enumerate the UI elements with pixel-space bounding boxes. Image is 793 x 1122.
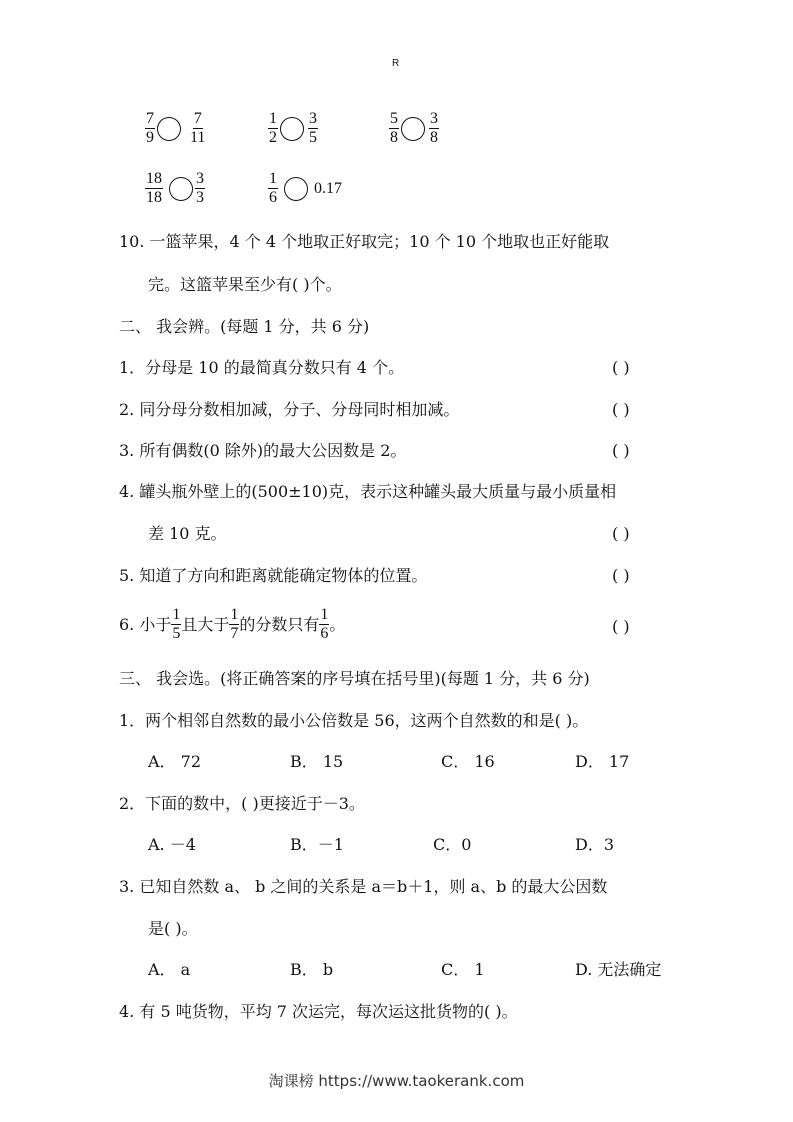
numerator: 18 <box>146 170 162 187</box>
option-d[interactable]: D． 17 <box>575 752 630 771</box>
choice-question-2: 2．下面的数中，( )更接近于－3。 <box>119 794 365 813</box>
compare-item <box>145 170 205 207</box>
choice-question-4: 4. 有 5 吨货物，平均 7 次运完，每次运这批货物的( )。 <box>119 1002 518 1021</box>
judge-item-5: 5. 知道了方向和距离就能确定物体的位置。 <box>119 566 428 585</box>
decimal-value: 0.17 <box>314 179 342 197</box>
denominator: 6 <box>269 189 277 206</box>
denominator: 2 <box>269 129 277 146</box>
option-c[interactable]: C． 16 <box>441 752 495 771</box>
judge-item-3: 3. 所有偶数(0 除外)的最大公因数是 2。 <box>119 441 407 460</box>
compare-circle[interactable] <box>157 117 181 141</box>
option-c[interactable]: C．0 <box>433 835 472 854</box>
numerator: 1 <box>320 606 329 623</box>
compare-item <box>268 170 342 207</box>
option-d[interactable]: D. 无法确定 <box>575 960 662 979</box>
denominator: 5 <box>309 129 317 146</box>
numerator: 3 <box>430 110 438 127</box>
option-c[interactable]: C． 1 <box>441 960 485 979</box>
numerator: 1 <box>230 606 239 623</box>
denominator: 8 <box>390 129 398 146</box>
answer-bracket[interactable]: ( ) <box>612 400 630 419</box>
compare-circle[interactable] <box>284 177 308 201</box>
numerator: 7 <box>146 110 154 127</box>
compare-item <box>389 110 439 147</box>
text-part: 且大于 <box>181 614 230 634</box>
numerator: 1 <box>269 170 277 187</box>
choice-question-3-cont: 是( )。 <box>148 919 198 938</box>
option-a[interactable]: A. －4 <box>148 835 196 854</box>
denominator: 8 <box>430 129 438 146</box>
denominator: 18 <box>146 189 162 206</box>
compare-circle[interactable] <box>280 117 304 141</box>
denominator: 11 <box>190 129 206 146</box>
text-part: 的分数只有 <box>239 614 320 634</box>
header-mark: R <box>392 58 400 69</box>
question-10-line2: 完。这篮苹果至少有( )个。 <box>148 275 342 294</box>
numerator: 7 <box>193 110 202 127</box>
denominator: 7 <box>230 625 239 642</box>
choice-question-1: 1．两个相邻自然数的最小公倍数是 56，这两个自然数的和是( )。 <box>119 711 589 730</box>
text-part: 。 <box>329 614 346 634</box>
compare-item <box>268 110 318 147</box>
denominator: 3 <box>196 189 204 206</box>
judge-item-1: 1．分母是 10 的最简真分数只有 4 个。 <box>119 358 405 377</box>
option-b[interactable]: B． 15 <box>290 752 344 771</box>
numerator: 1 <box>172 606 181 623</box>
footer-watermark: 淘课榜 https://www.taokerank.com <box>268 1072 525 1090</box>
option-a[interactable]: A． a <box>148 960 191 979</box>
numerator: 5 <box>390 110 398 127</box>
compare-circle[interactable] <box>169 177 193 201</box>
compare-item <box>145 110 206 147</box>
judge-item-4: 4. 罐头瓶外壁上的(500±10)克，表示这种罐头最大质量与最小质量相 <box>119 482 617 501</box>
denominator: 5 <box>172 625 181 642</box>
numerator: 3 <box>196 170 204 187</box>
option-d[interactable]: D．3 <box>575 835 615 854</box>
choice-question-3: 3. 已知自然数 a、 b 之间的关系是 a＝b＋1，则 a、b 的最大公因数 <box>119 877 608 896</box>
compare-circle[interactable] <box>401 117 425 141</box>
answer-bracket[interactable]: ( ) <box>612 524 630 543</box>
judge-item-6 <box>119 606 345 643</box>
text-part: 6. 小于 <box>119 614 172 634</box>
option-a[interactable]: A． 72 <box>148 752 202 771</box>
answer-bracket[interactable]: ( ) <box>612 441 630 460</box>
denominator: 6 <box>320 625 329 642</box>
question-10-line1: 10. 一篮苹果，4 个 4 个地取正好取完；10 个 10 个地取也正好能取 <box>119 232 610 251</box>
option-b[interactable]: B．－1 <box>290 835 344 854</box>
answer-bracket[interactable]: ( ) <box>612 566 630 585</box>
numerator: 1 <box>269 110 277 127</box>
section-2-title: 二、 我会辨。(每题 1 分，共 6 分) <box>119 317 370 336</box>
numerator: 3 <box>309 110 317 127</box>
answer-bracket[interactable]: ( ) <box>612 358 630 377</box>
answer-bracket[interactable]: ( ) <box>612 617 630 636</box>
judge-item-4-cont: 差 10 克。 <box>148 524 227 543</box>
section-3-title: 三、 我会选。(将正确答案的序号填在括号里)(每题 1 分，共 6 分) <box>119 669 590 688</box>
denominator: 9 <box>146 129 154 146</box>
judge-item-2: 2. 同分母分数相加减，分子、分母同时相加减。 <box>119 400 460 419</box>
option-b[interactable]: B． b <box>290 960 334 979</box>
